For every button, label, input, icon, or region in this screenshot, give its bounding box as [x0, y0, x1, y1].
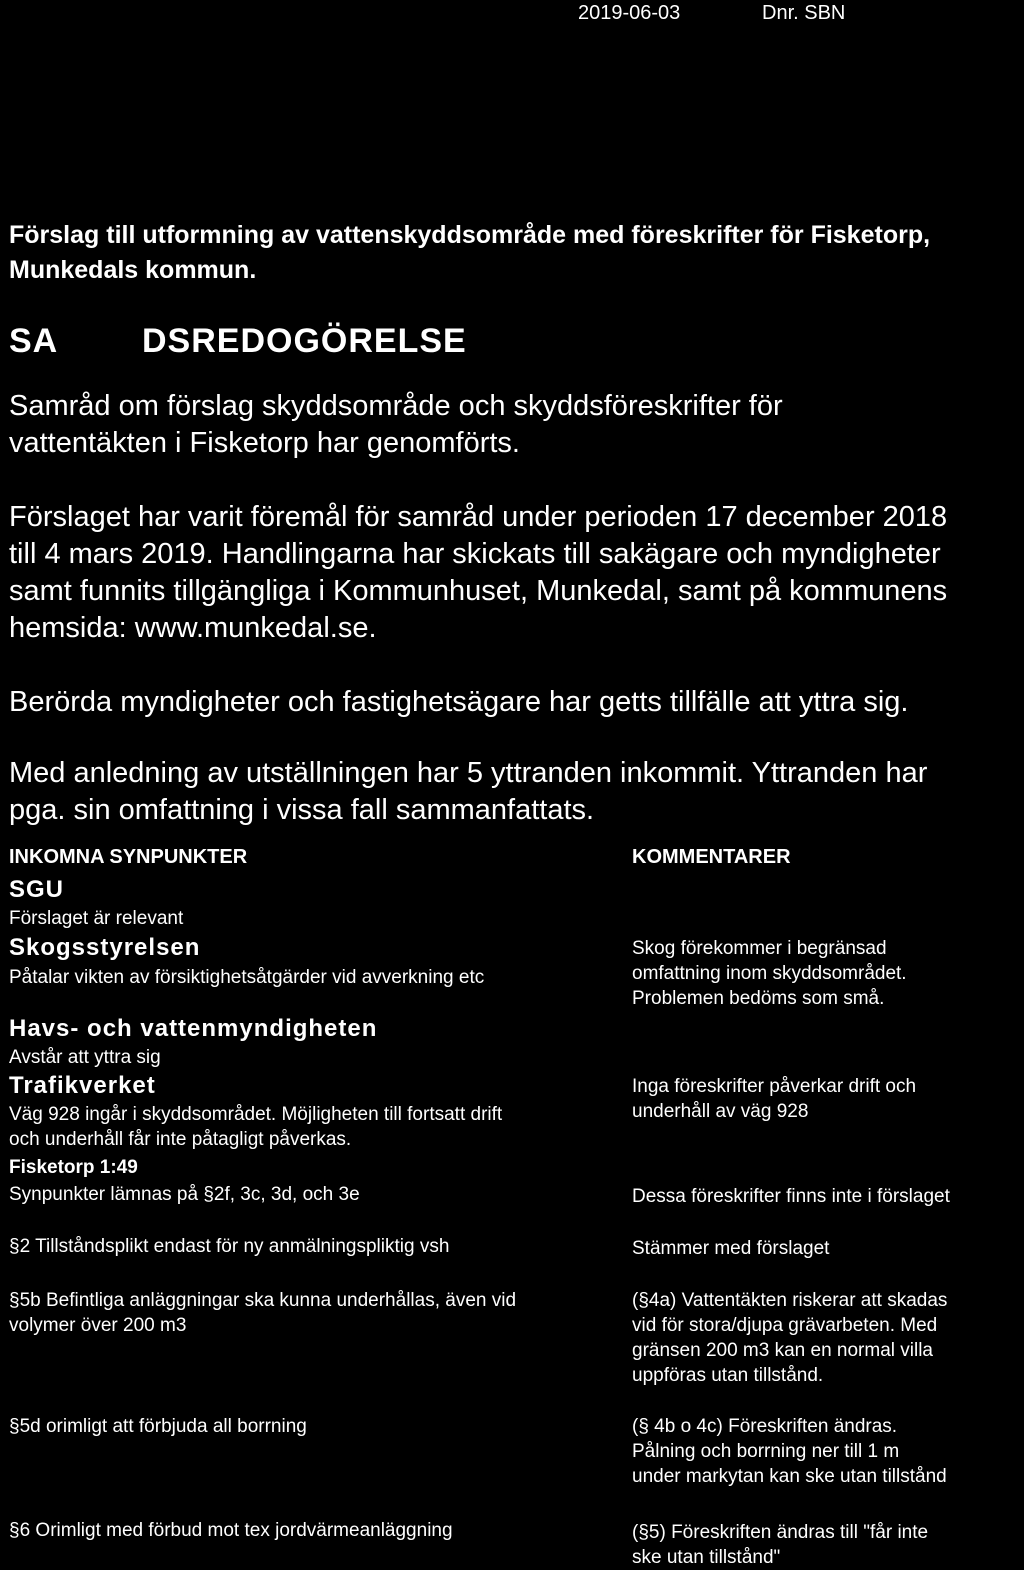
comment-line: Pålning och borrning ner till 1 m — [632, 1441, 900, 1462]
intro-paragraph — [9, 388, 783, 462]
fisketorp-name: Fisketorp 1:49 — [9, 1157, 138, 1178]
comment-line: omfattning inom skyddsområdet. — [632, 963, 907, 984]
comment-line: vid för stora/djupa grävarbeten. Med — [632, 1315, 938, 1336]
paragraph-line: samt funnits tillgängliga i Kommunhuset, Munkedal, samt på kommunens — [9, 575, 948, 607]
paragraph-6-text: §6 Orimligt med förbud mot tex jordvärmeanläggning — [9, 1520, 453, 1541]
remarks-paragraph — [9, 755, 927, 829]
document-date: 2019-06-03 — [578, 2, 681, 24]
comment-line: gränsen 200 m3 kan en normal villa — [632, 1340, 934, 1361]
trafikverket-text — [9, 1102, 502, 1152]
trafikverket-name: Trafikverket — [9, 1072, 156, 1099]
paragraph-line: Med anledning av utställningen har 5 yttranden inkommit. Yttranden har — [9, 757, 928, 789]
havs-name: Havs- och vattenmyndigheten — [9, 1015, 378, 1042]
text-line: Väg 928 ingår i skyddsområdet. Möjligheten till fortsatt drift — [9, 1104, 503, 1125]
skogsstyrelsen-comment — [632, 936, 907, 1011]
paragraph-6-comment — [632, 1520, 928, 1570]
title-line: Munkedals kommun. — [9, 256, 257, 284]
heading-part-1: SA — [9, 322, 59, 360]
period-paragraph — [9, 499, 947, 647]
skogsstyrelsen-name: Skogsstyrelsen — [9, 934, 201, 961]
paragraph-line: pga. sin omfattning i vissa fall sammanfattats. — [9, 794, 595, 826]
sgu-text: Förslaget är relevant — [9, 908, 184, 929]
affected-paragraph: Berörda myndigheter och fastighetsägare har getts tillfälle att yttra sig. — [9, 686, 909, 718]
column-header-kommentarer: KOMMENTARER — [632, 846, 791, 868]
heading-part-2: DSREDOGÖRELSE — [142, 322, 467, 360]
comment-line: Problemen bedöms som små. — [632, 988, 885, 1009]
havs-text: Avstår att yttra sig — [9, 1047, 161, 1068]
comment-line: (§5) Föreskriften ändras till "får inte — [632, 1522, 929, 1543]
comment-line: (§ 4b o 4c) Föreskriften ändras. — [632, 1416, 898, 1437]
paragraph-line: Samråd om förslag skyddsområde och skyddsföreskrifter för — [9, 390, 783, 422]
paragraph-5b-comment — [632, 1288, 947, 1388]
comment-line: uppföras utan tillstånd. — [632, 1365, 824, 1386]
comment-line: ske utan tillstånd" — [632, 1547, 781, 1568]
fisketorp-text: Synpunkter lämnas på §2f, 3c, 3d, och 3e — [9, 1184, 360, 1205]
paragraph-2-comment: Stämmer med förslaget — [632, 1238, 830, 1259]
document-dnr: Dnr. SBN — [762, 2, 846, 24]
fisketorp-comment: Dessa föreskrifter finns inte i förslaget — [632, 1186, 950, 1207]
comment-line: underhåll av väg 928 — [632, 1101, 809, 1122]
trafikverket-comment — [632, 1074, 916, 1124]
paragraph-5d-comment — [632, 1414, 947, 1489]
paragraph-line: till 4 mars 2019. Handlingarna har skickats till sakägare och myndigheter — [9, 538, 941, 570]
sgu-name: SGU — [9, 876, 65, 903]
text-line: §5b Befintliga anläggningar ska kunna underhållas, även vid — [9, 1290, 517, 1311]
comment-line: under markytan kan ske utan tillstånd — [632, 1466, 947, 1487]
paragraph-line: vattentäkten i Fisketorp har genomförts. — [9, 427, 520, 459]
column-header-synpunkter: INKOMNA SYNPUNKTER — [9, 846, 248, 868]
text-line: volymer över 200 m3 — [9, 1315, 187, 1336]
paragraph-5d-text: §5d orimligt att förbjuda all borrning — [9, 1416, 307, 1437]
title-line: Förslag till utformning av vattenskyddsområde med föreskrifter för Fisketorp, — [9, 221, 931, 249]
skogsstyrelsen-text: Påtalar vikten av försiktighetsåtgärder vid avverkning etc — [9, 967, 485, 988]
paragraph-5b-text — [9, 1288, 516, 1338]
paragraph-line: Förslaget har varit föremål för samråd under perioden 17 december 2018 — [9, 501, 948, 533]
text-line: och underhåll får inte påtagligt påverkas. — [9, 1129, 352, 1150]
paragraph-2-text: §2 Tillståndsplikt endast för ny anmälningspliktig vsh — [9, 1236, 450, 1257]
paragraph-line: hemsida: www.munkedal.se. — [9, 612, 377, 644]
comment-line: Inga föreskrifter påverkar drift och — [632, 1076, 917, 1097]
comment-line: (§4a) Vattentäkten riskerar att skadas — [632, 1290, 948, 1311]
document-title — [9, 218, 930, 288]
comment-line: Skog förekommer i begränsad — [632, 938, 887, 959]
